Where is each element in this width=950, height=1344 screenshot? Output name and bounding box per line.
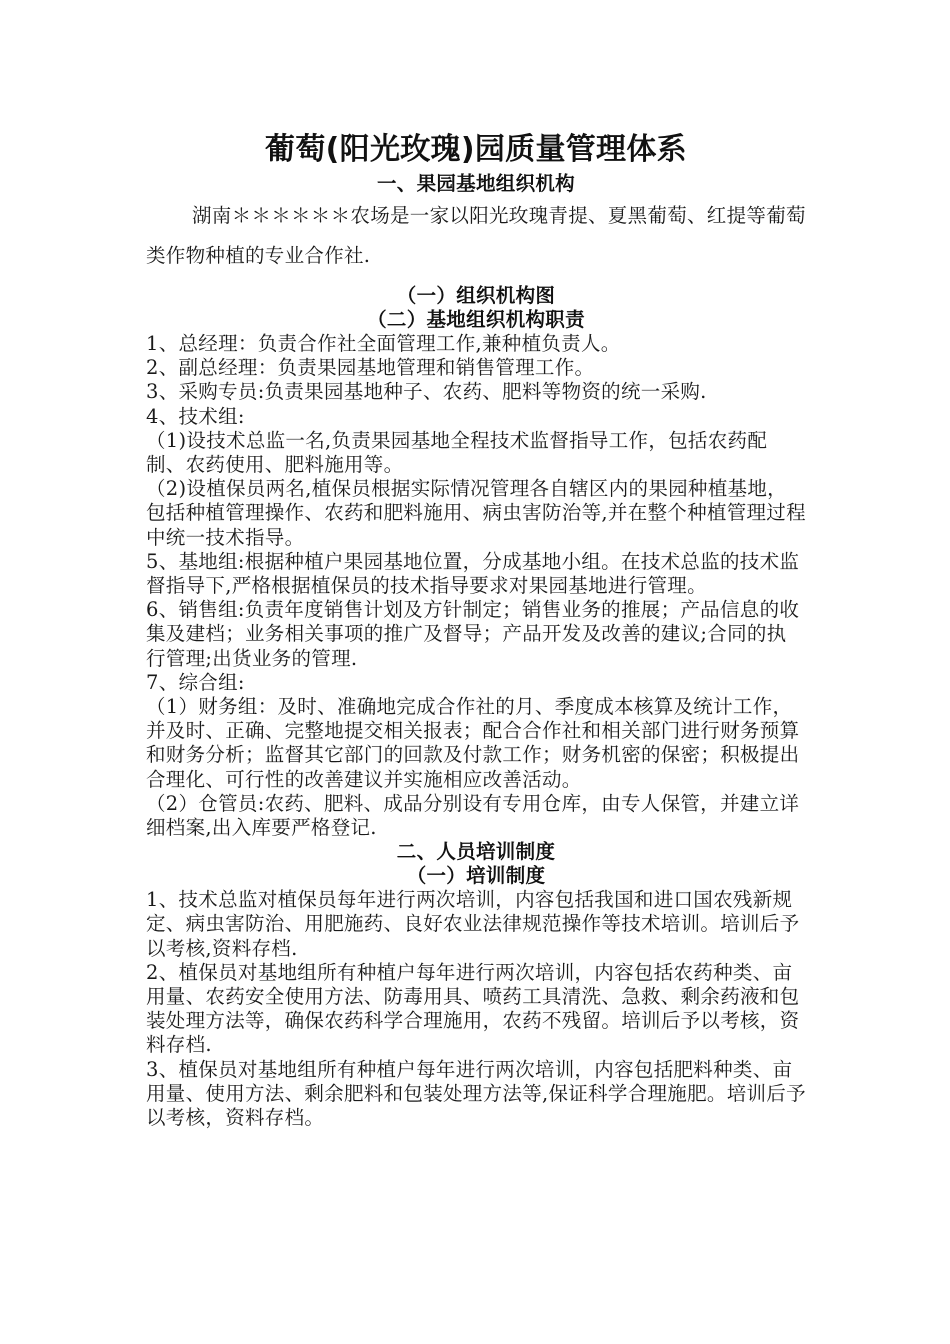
duty-item: 6、销售组:负责年度销售计划及方针制定；销售业务的推展；产品信息的收集及建档；业务相关事项的推广及督导；产品开发及改善的建议;合同的执行管理;出货业务的管理. xyxy=(146,598,800,670)
duty-item: 2、副总经理：负责果园基地管理和销售管理工作。 xyxy=(146,356,595,380)
training-item: 1、技术总监对植保员每年进行两次培训，内容包括我国和进口国农残新规定、病虫害防治、用肥施药、良好农业法律规范操作等技术培训。培训后予以考核,资料存档. xyxy=(146,888,800,960)
duty-item: 1、总经理：负责合作社全面管理工作,兼种植负责人。 xyxy=(146,332,621,355)
training-item: 2、植保员对基地组所有种植户每年进行两次培训，内容包括农药种类、亩用量、农药安全使用方法、防毒用具、喷药工具清洗、急救、剩余药液和包装处理方法等，确保农药科学合理施用，农药不残留。培训后予以考核，资料存档. xyxy=(146,960,800,1057)
duty-item: 5、基地组:根据种植户果园基地位置，分成基地小组。在技术总监的技术监督指导下,严格根据植保员的技术指导要求对果园基地进行管理。 xyxy=(146,549,800,598)
duty-item: 4、技术组: xyxy=(146,404,245,428)
duty-item: （2)设植保员两名,植保员根据实际情况管理各自辖区内的果园种植基地，包括种植管理操作、农药和肥料施用、病虫害防治等,并在整个种植管理过程中统一技术指导。 xyxy=(146,477,806,549)
duty-item: （1）财务组：及时、准确地完成合作社的月、季度成本核算及统计工作，并及时、正确、完整地提交相关报表；配合合作社和相关部门进行财务预算和财务分析；监督其它部门的回款及付款工作；财务机密的保密；积极提出合理化、可行性的改善建议并实施相应改善活动。 xyxy=(146,695,800,791)
duty-item: （1)设技术总监一名,负责果园基地全程技术监督指导工作，包括农药配制、农药使用、肥料施用等。 xyxy=(146,428,768,477)
document-body xyxy=(146,128,806,1130)
duty-item: （2）仓管员:农药、肥料、成品分别设有专用仓库，由专人保管，并建立详细档案,出入库要严格登记. xyxy=(146,791,800,840)
subheading-training-system: （一）培训制度 xyxy=(406,864,546,888)
training-item: 3、植保员对基地组所有种植户每年进行两次培训，内容包括肥料种类、亩用量、使用方法、剩余肥料和包装处理方法等,保证科学合理施肥。培训后予以考核，资料存档。 xyxy=(146,1057,806,1130)
subheading-org-chart: （一）组织机构图 xyxy=(396,284,556,307)
section-heading-org: 一、果园基地组织机构 xyxy=(376,172,575,195)
intro-paragraph: 湖南＊＊＊＊＊＊农场是一家以阳光玫瑰青提、夏黑葡萄、红提等葡萄类作物种植的专业合作社. xyxy=(146,204,806,267)
subheading-org-duties: （二）基地组织机构职责 xyxy=(367,308,585,331)
document-title: 葡萄(阳光玫瑰)园质量管理体系 xyxy=(265,132,687,167)
section-heading-training: 二、人员培训制度 xyxy=(396,840,556,864)
duty-item: 7、综合组: xyxy=(146,670,245,694)
duty-item: 3、采购专员:负责果园基地种子、农药、肥料等物资的统一采购. xyxy=(146,380,707,404)
